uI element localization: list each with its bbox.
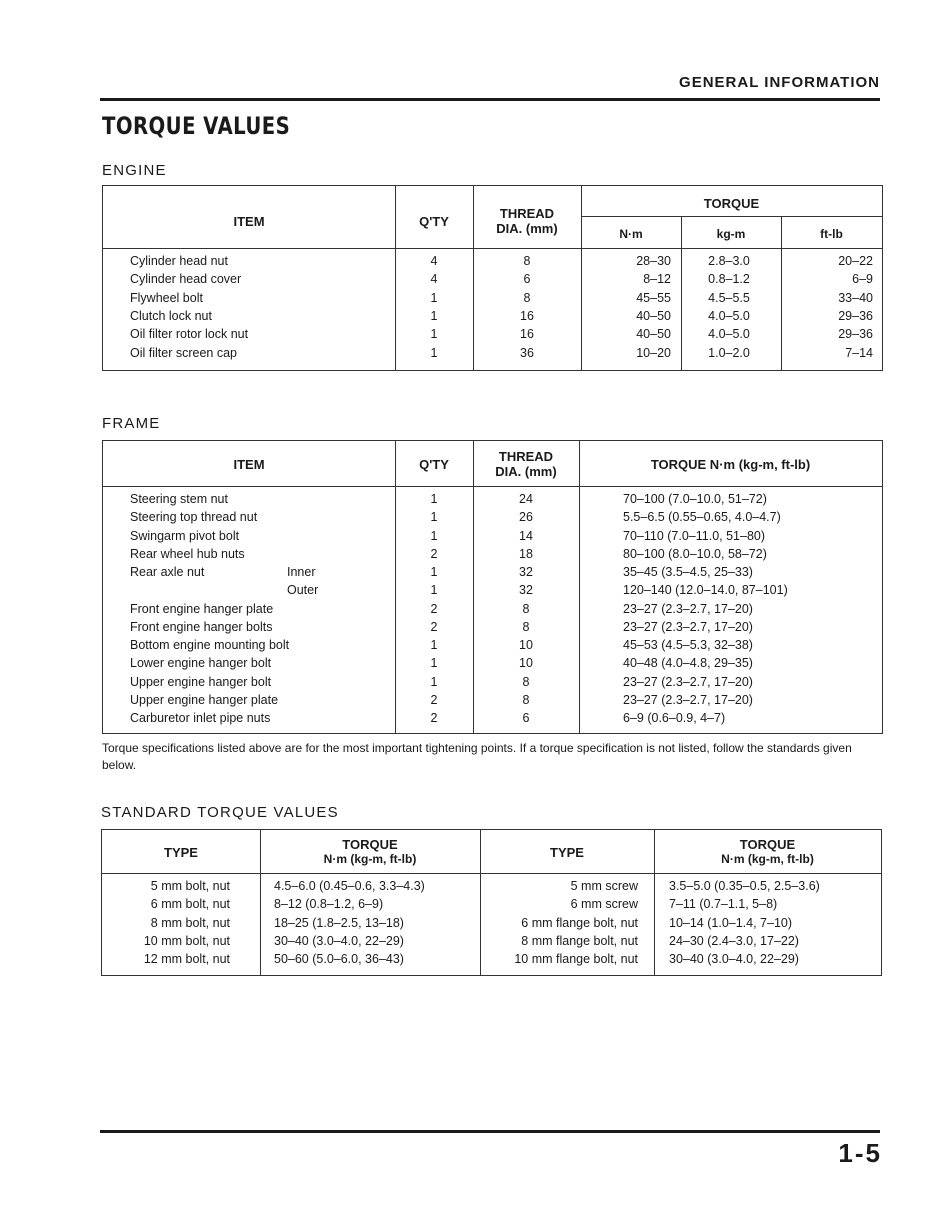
frame-row-qty: 2 xyxy=(430,601,438,616)
col-header-item: ITEM xyxy=(233,457,265,472)
engine-row-thread: 8 xyxy=(523,290,531,305)
frame-row-torque: 120–140 (12.0–14.0, 87–101) xyxy=(623,583,788,598)
engine-row-qty: 1 xyxy=(430,308,438,323)
frame-row-thread: 8 xyxy=(522,674,530,689)
engine-row-nm: 10–20 xyxy=(636,345,671,360)
frame-row-torque: 70–110 (7.0–11.0, 51–80) xyxy=(623,528,766,543)
col-header-kgm: kg-m xyxy=(716,227,746,241)
frame-row-thread: 8 xyxy=(522,692,530,707)
engine-row-qty: 4 xyxy=(430,272,438,287)
engine-row-thread: 16 xyxy=(520,327,534,342)
frame-row-qty: 1 xyxy=(430,492,438,506)
standard-right-torque: 10–14 (1.0–1.4, 7–10) xyxy=(669,915,793,930)
engine-row-nm: 40–50 xyxy=(636,308,671,323)
col-header-ftlb: ft-lb xyxy=(820,227,843,241)
frame-row-item: Lower engine hanger bolt xyxy=(130,656,272,671)
col-header-qty: Q'TY xyxy=(419,457,449,472)
frame-row-item: Carburetor inlet pipe nuts xyxy=(130,711,271,725)
frame-row-qty: 2 xyxy=(430,619,438,634)
col-header-torque-left: TORQUE N·m (kg-m, ft-lb) xyxy=(323,837,417,866)
standard-right-type: 6 mm flange bolt, nut xyxy=(521,915,638,930)
standard-right-torque: 7–11 (0.7–1.1, 5–8) xyxy=(669,897,778,912)
engine-row-nm: 45–55 xyxy=(636,290,671,305)
frame-row-qty: 1 xyxy=(430,656,438,671)
frame-row-item: Upper engine hanger plate xyxy=(130,692,279,707)
frame-row-thread: 14 xyxy=(519,528,533,543)
standard-right-type: 8 mm flange bolt, nut xyxy=(521,933,638,948)
frame-row-thread: 10 xyxy=(519,638,533,652)
page-number: 1-5 xyxy=(838,1138,882,1168)
engine-section-label: ENGINE xyxy=(102,162,167,179)
engine-row-ftlb: 20–22 xyxy=(838,254,873,268)
frame-row-torque: 5.5–6.5 (0.55–0.65, 4.0–4.7) xyxy=(623,510,781,525)
frame-row-torque: 70–100 (7.0–10.0, 51–72) xyxy=(623,492,767,506)
standard-left-type: 10 mm bolt, nut xyxy=(143,933,230,948)
standard-right-torque: 30–40 (3.0–4.0, 22–29) xyxy=(669,952,799,967)
standard-left-type: 6 mm bolt, nut xyxy=(150,897,230,912)
standard-right-type: 10 mm flange bolt, nut xyxy=(514,952,638,967)
engine-row-kgm: 0.8–1.2 xyxy=(708,272,750,287)
standard-section-label: STANDARD TORQUE VALUES xyxy=(101,804,339,821)
frame-row-torque: 45–53 (4.5–5.3, 32–38) xyxy=(623,638,753,652)
engine-row-kgm: 1.0–2.0 xyxy=(708,345,750,360)
frame-row-torque: 23–27 (2.3–2.7, 17–20) xyxy=(623,601,753,616)
engine-row-thread: 6 xyxy=(523,272,531,287)
frame-row-thread: 32 xyxy=(519,565,533,579)
frame-row-subitem: Inner xyxy=(287,565,316,579)
frame-row-qty: 1 xyxy=(430,674,438,689)
col-header-qty: Q'TY xyxy=(419,214,449,229)
standard-left-type: 5 mm bolt, nut xyxy=(150,879,230,893)
frame-row-qty: 2 xyxy=(430,692,438,707)
frame-row-torque: 40–48 (4.0–4.8, 29–35) xyxy=(623,656,753,671)
col-header-torque-right: TORQUE N·m (kg-m, ft-lb) xyxy=(721,837,814,866)
frame-row-torque: 23–27 (2.3–2.7, 17–20) xyxy=(623,619,753,634)
engine-row-qty: 1 xyxy=(430,345,438,360)
engine-row-item: Cylinder head nut xyxy=(130,254,228,268)
engine-row-ftlb: 6–9 xyxy=(852,272,873,287)
header-rule xyxy=(100,98,880,101)
engine-row-item: Flywheel bolt xyxy=(130,290,203,305)
frame-row-item: Steering top thread nut xyxy=(130,510,258,525)
engine-row-ftlb: 33–40 xyxy=(838,290,873,305)
engine-row-item: Oil filter screen cap xyxy=(130,345,237,360)
frame-row-qty: 2 xyxy=(430,546,438,561)
frame-row-item: Upper engine hanger bolt xyxy=(130,674,272,689)
engine-row-nm: 28–30 xyxy=(636,254,671,268)
col-header-nm: N·m xyxy=(619,227,643,241)
frame-row-item: Front engine hanger bolts xyxy=(130,619,273,634)
frame-torque-table xyxy=(102,440,883,734)
engine-row-ftlb: 7–14 xyxy=(845,345,873,360)
frame-row-item: Swingarm pivot bolt xyxy=(130,528,240,543)
frame-row-qty: 1 xyxy=(430,528,438,543)
standard-right-type: 5 mm screw xyxy=(570,879,638,893)
engine-row-kgm: 4.0–5.0 xyxy=(708,327,750,342)
col-header-item: ITEM xyxy=(233,214,265,229)
frame-row-item: Rear wheel hub nuts xyxy=(130,546,245,561)
frame-row-thread: 26 xyxy=(519,510,533,525)
standard-torque-table xyxy=(101,829,882,976)
standard-right-type: 6 mm screw xyxy=(570,897,638,912)
engine-row-kgm: 2.8–3.0 xyxy=(708,254,750,268)
frame-row-qty: 1 xyxy=(430,638,438,652)
col-header-type-right: TYPE xyxy=(550,845,584,860)
engine-row-kgm: 4.5–5.5 xyxy=(708,290,750,305)
standard-right-torque: 3.5–5.0 (0.35–0.5, 2.5–3.6) xyxy=(669,879,820,893)
standard-left-type: 12 mm bolt, nut xyxy=(143,952,230,967)
col-header-thread: THREAD DIA. (mm) xyxy=(495,449,557,479)
page-title: TORQUE VALUES xyxy=(102,112,291,140)
col-header-thread: THREAD DIA. (mm) xyxy=(496,206,558,236)
standard-right-torque: 24–30 (2.4–3.0, 17–22) xyxy=(669,933,799,948)
frame-row-qty: 2 xyxy=(430,711,438,725)
engine-row-nm: 8–12 xyxy=(643,272,671,287)
engine-row-ftlb: 29–36 xyxy=(838,327,873,342)
engine-row-thread: 36 xyxy=(520,345,534,360)
standard-left-torque: 50–60 (5.0–6.0, 36–43) xyxy=(274,952,404,967)
frame-row-item: Steering stem nut xyxy=(130,492,228,506)
frame-row-torque: 80–100 (8.0–10.0, 58–72) xyxy=(623,546,767,561)
col-header-torque: TORQUE xyxy=(703,196,760,211)
standard-left-torque: 30–40 (3.0–4.0, 22–29) xyxy=(274,933,404,948)
frame-row-subitem: Outer xyxy=(287,583,319,598)
standard-left-torque: 4.5–6.0 (0.45–0.6, 3.3–4.3) xyxy=(274,879,425,893)
frame-row-thread: 10 xyxy=(519,656,533,671)
engine-row-item: Clutch lock nut xyxy=(130,308,212,323)
col-header-torque: TORQUE N·m (kg-m, ft-lb) xyxy=(650,457,811,472)
frame-row-thread: 8 xyxy=(522,601,530,616)
standard-left-torque: 18–25 (1.8–2.5, 13–18) xyxy=(274,915,404,930)
engine-torque-table xyxy=(102,185,883,371)
frame-row-qty: 1 xyxy=(430,510,438,525)
engine-row-qty: 4 xyxy=(430,254,438,268)
frame-row-torque: 23–27 (2.3–2.7, 17–20) xyxy=(623,692,753,707)
frame-row-torque: 23–27 (2.3–2.7, 17–20) xyxy=(623,674,753,689)
engine-row-item: Cylinder head cover xyxy=(130,272,242,287)
frame-row-thread: 32 xyxy=(519,583,533,598)
frame-row-item: Bottom engine mounting bolt xyxy=(130,638,290,652)
frame-row-torque: 6–9 (0.6–0.9, 4–7) xyxy=(623,711,726,725)
engine-row-kgm: 4.0–5.0 xyxy=(708,308,750,323)
engine-row-thread: 8 xyxy=(523,254,531,268)
engine-row-nm: 40–50 xyxy=(636,327,671,342)
engine-row-qty: 1 xyxy=(430,290,438,305)
engine-row-qty: 1 xyxy=(430,327,438,342)
frame-row-thread: 24 xyxy=(519,492,533,506)
frame-row-qty: 1 xyxy=(430,583,438,598)
frame-row-torque: 35–45 (3.5–4.5, 25–33) xyxy=(623,565,753,579)
engine-row-item: Oil filter rotor lock nut xyxy=(130,327,249,342)
footer-rule xyxy=(100,1130,880,1133)
frame-row-qty: 1 xyxy=(430,565,438,579)
frame-row-thread: 18 xyxy=(519,546,533,561)
frame-row-item: Rear axle nut xyxy=(130,565,205,579)
engine-row-thread: 16 xyxy=(520,308,534,323)
frame-row-thread: 8 xyxy=(522,619,530,634)
frame-row-item: Front engine hanger plate xyxy=(130,601,274,616)
frame-row-thread: 6 xyxy=(522,711,530,725)
standard-left-torque: 8–12 (0.8–1.2, 6–9) xyxy=(274,897,384,912)
frame-section-label: FRAME xyxy=(102,415,161,432)
engine-row-ftlb: 29–36 xyxy=(838,308,873,323)
standard-left-type: 8 mm bolt, nut xyxy=(150,915,230,930)
col-header-type-left: TYPE xyxy=(164,845,198,860)
section-header: GENERAL INFORMATION xyxy=(679,74,880,91)
torque-note: Torque specifications listed above are for the most important tightening points. If a torque specification is not listed, follow the standards given below. xyxy=(102,741,852,772)
